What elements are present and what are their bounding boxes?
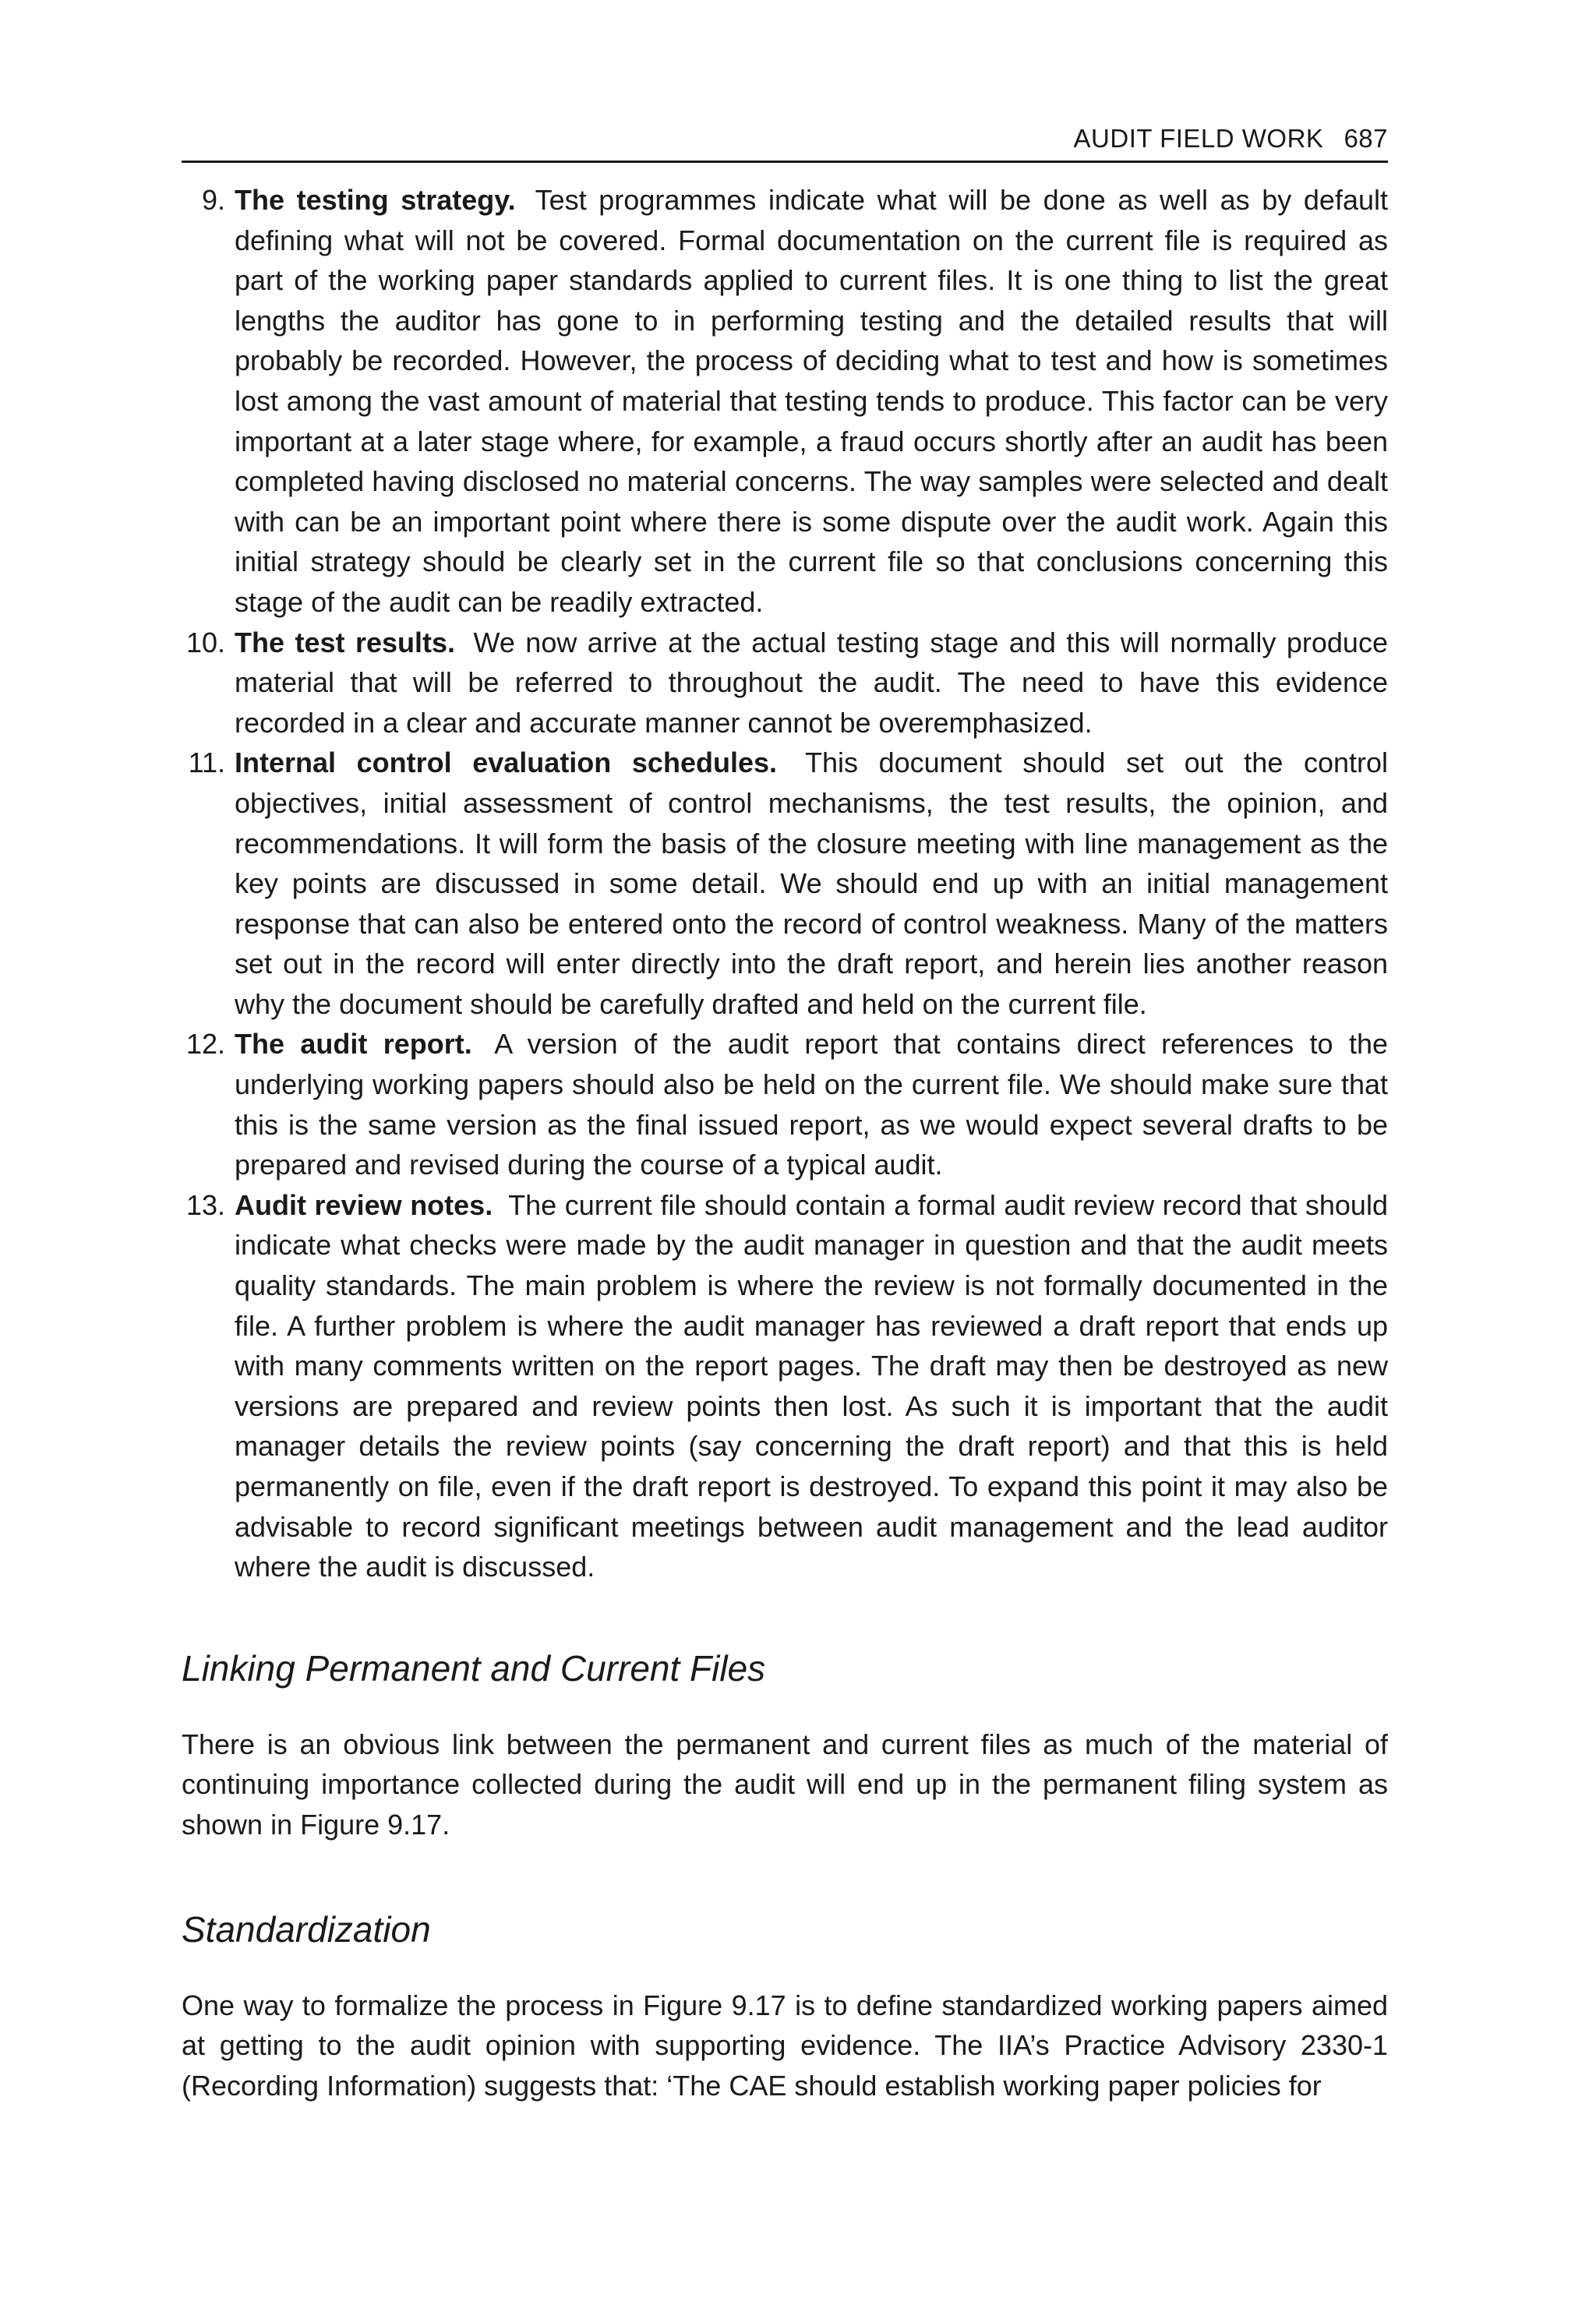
list-item-number: 13. <box>185 1188 225 1221</box>
running-head <box>182 117 1388 163</box>
list-item-number: 12. <box>185 1028 225 1061</box>
list-item <box>182 623 1388 743</box>
list-item-lead: Internal control evaluation schedules. <box>235 747 777 779</box>
numbered-list <box>182 180 1388 1587</box>
list-item-text: Test programmes indicate what will be done as well as by default defining what will not be covered. Formal documentation on the current file is required as part of the working paper standards applied to current files. It is one thing to list the great lengths the auditor has gone to in performing testing and the detailed results that will probably be recorded. However, the process of deciding what to test and how is sometimes lost among the vast amount of material that testing tends to produce. This factor can be very important at a later stage where, for example, a fraud occurs shortly after an audit has been completed having disclosed no material concerns. The way samples were selected and dealt with can be an important point where there is some dispute over the audit work. Again this initial strategy should be clearly set in the current file so that conclusions concerning this stage of the audit can be readily extracted. <box>235 184 1389 618</box>
list-item-text: The current file should contain a formal audit review record that should indicate what checks were made by the audit manager in question and that the audit meets quality standards. The main problem is where the review is not formally documented in the file. A further problem is where the audit manager has reviewed a draft report that ends up with many comments written on the report pages. The draft may then be destroyed as new versions are prepared and review points then lost. As such it is important that the audit manager details the review points (say concerning the draft report) and that this is held permanently on file, even if the draft report is destroyed. To expand this point it may also be advisable to record significant meetings between audit management and the lead auditor where the audit is discussed. <box>235 1188 1388 1583</box>
list-item <box>182 743 1388 1024</box>
book-page <box>182 117 1388 2105</box>
list-item-text: A version of the audit report that contains direct references to the underlying working papers should also be held on the current file. We should make sure that this is the same version as the final issued report, as we would expect several drafts to be prepared and revised during the course of a typical audit. <box>235 1028 1389 1181</box>
section-heading-standardization: Standardization <box>182 1908 431 1950</box>
section-heading-linking: Linking Permanent and Current Files <box>182 1647 766 1689</box>
list-item-lead: The testing strategy. <box>235 184 516 216</box>
list-item-number: 11. <box>188 747 225 779</box>
list-item-number: 9. <box>201 184 225 216</box>
list-item <box>182 1024 1388 1184</box>
list-item-lead: The test results. <box>235 626 456 658</box>
section-body-standardization: One way to formalize the process in Figure 9.17 is to define standardized working papers aimed at getting to the audit opinion with supporting evidence. The IIA’s Practice Advisory 2330-1 (Recording Information) suggests that: ‘The CAE should establish working paper policies for <box>182 1989 1388 2102</box>
section-body-linking: There is an obvious link between the permanent and current files as much of the material of continuing importance collected during the audit will end up in the permanent filing system as shown in Figure 9.17. <box>182 1728 1388 1841</box>
list-item-number: 10. <box>185 626 225 658</box>
list-item <box>182 1185 1388 1587</box>
list-item-lead: The audit report. <box>235 1028 472 1061</box>
list-item-text: This document should set out the control objectives, initial assessment of control mechanisms, the test results, the opinion, and recommendations. It will form the basis of the closure meeting with line management as the key points are discussed in some detail. We should end up with an initial management response that can also be entered onto the record of control weakness. Many of the matters set out in the record will enter directly into the draft report, and herein lies another reason why the document should be carefully drafted and held on the current file. <box>235 747 1389 1020</box>
list-item <box>182 180 1388 623</box>
list-item-text: We now arrive at the actual testing stage and this will normally produce material that will be referred to throughout the audit. The need to have this evidence recorded in a clear and accurate manner cannot be overemphasized. <box>235 626 1388 739</box>
list-item-lead: Audit review notes. <box>235 1188 493 1221</box>
running-head-section: AUDIT FIELD WORK <box>1073 124 1324 153</box>
page-number: 687 <box>1344 124 1388 153</box>
